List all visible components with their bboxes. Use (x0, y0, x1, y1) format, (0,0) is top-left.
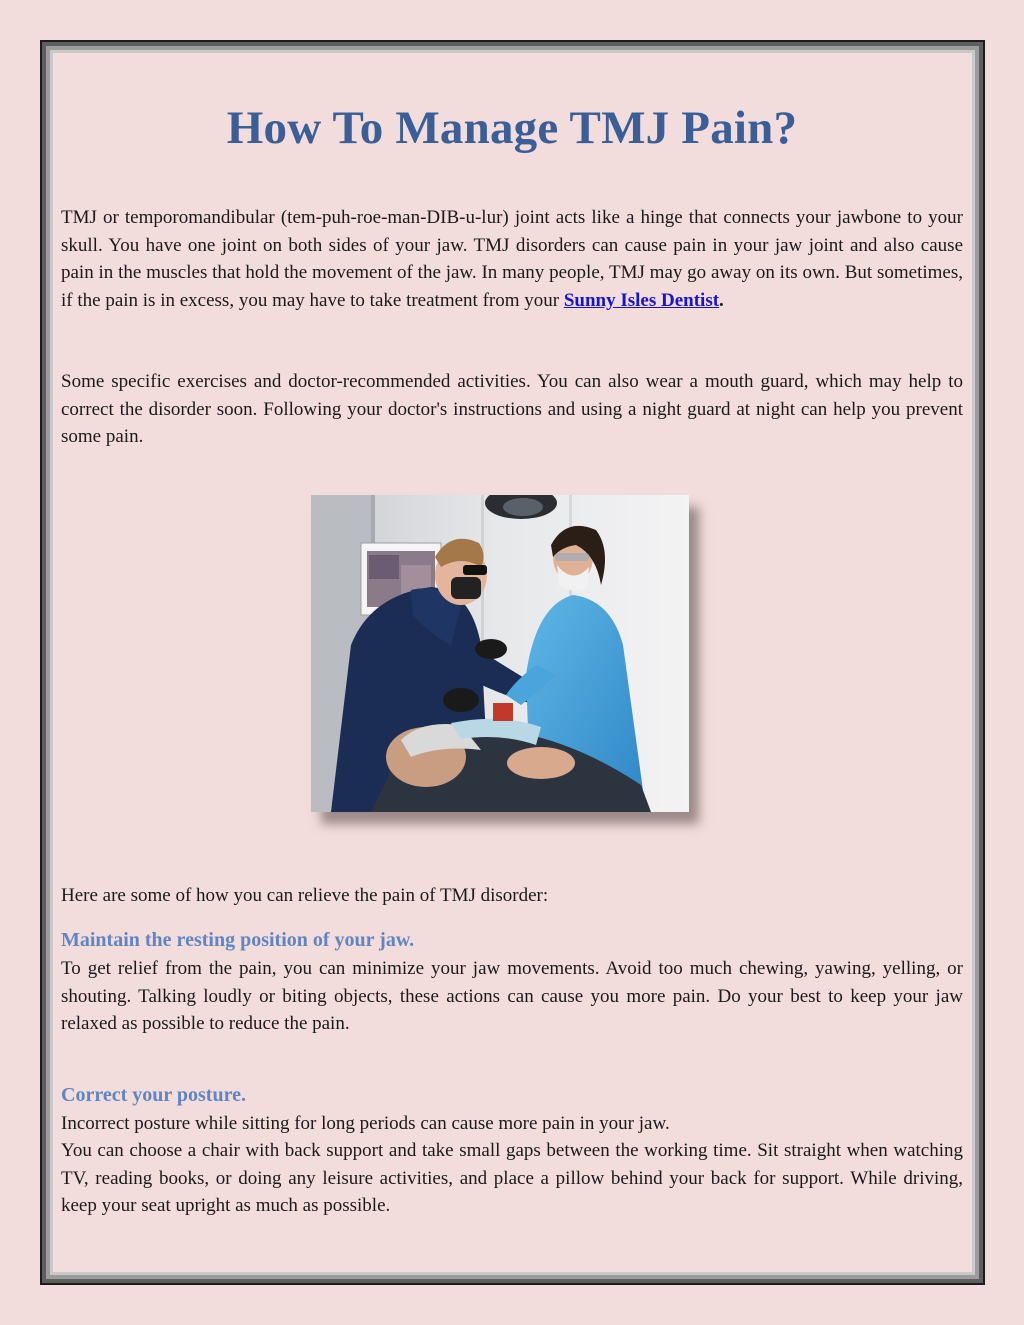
sunny-isles-dentist-link[interactable]: Sunny Isles Dentist (563, 289, 720, 311)
section-body-resting-position: To get relief from the pain, you can minimize your jaw movements. Avoid too much chewing, yawing, yelling, or shouting. Talking loudly or biting objects, these actions can cause you more pain. Do your best to keep your jaw relaxed as possible to reduce the pain. (61, 958, 963, 1034)
relief-intro: Here are some of how you can relieve the pain of TMJ disorder: (61, 885, 549, 906)
intro-paragraph-period: . (719, 289, 724, 311)
section-heading-resting-position: Maintain the resting position of your jaw. (61, 929, 415, 951)
intro-paragraph (61, 204, 963, 314)
section-body-posture-line1: Incorrect posture while sitting for long periods can cause more pain in your jaw. (61, 1113, 670, 1134)
page-title: How To Manage TMJ Pain? (226, 102, 798, 154)
exercises-paragraph: Some specific exercises and doctor-recommended activities. You can also wear a mouth guard, which may help to correct the disorder soon. Following your doctor's instructions and using a night guard at night can help you prevent some pain. (61, 371, 963, 447)
intro-paragraph-text: TMJ or temporomandibular (tem-puh-roe-man-DIB-u-lur) joint acts like a hinge that connects your jawbone to your skull. You have one joint on both sides of your jaw. TMJ disorders can cause pain in your jaw joint and also cause pain in the muscles that hold the movement of the jaw. In many people, TMJ may go away on its own. But sometimes, if the pain is in excess, you may have to take treatment from your (61, 207, 963, 311)
section-body-posture-line2: You can choose a chair with back support and take small gaps between the working time. Sit straight when watching TV, reading books, or doing any leisure activities, and place a pillow behind your back for support. While driving, keep your seat upright as much as possible. (61, 1140, 963, 1216)
dentist-photo (311, 495, 689, 812)
section-heading-posture: Correct your posture. (61, 1084, 246, 1106)
